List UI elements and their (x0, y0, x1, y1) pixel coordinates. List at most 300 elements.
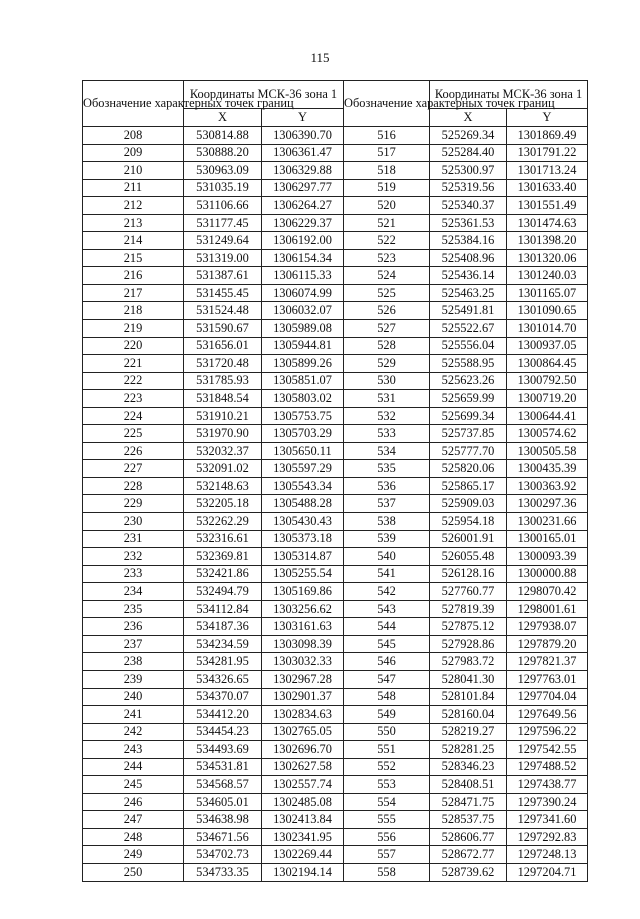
y-coordinate-left: 1305803.02 (262, 390, 344, 408)
y-coordinate-left: 1302485.08 (262, 793, 344, 811)
x-coordinate-left: 532421.86 (184, 565, 262, 583)
header-coords-title-text: Координаты МСК-36 зона 1 (189, 87, 338, 101)
x-coordinate-left: 534281.95 (184, 653, 262, 671)
point-number-right: 533 (344, 425, 430, 443)
x-coordinate-right: 527875.12 (430, 618, 507, 636)
point-number-right: 519 (344, 179, 430, 197)
x-coordinate-right: 525522.67 (430, 320, 507, 338)
point-number-right: 524 (344, 267, 430, 285)
point-number-left: 209 (83, 144, 184, 162)
y-coordinate-left: 1302696.70 (262, 741, 344, 759)
x-coordinate-left: 534112.84 (184, 600, 262, 618)
table-row (83, 846, 588, 864)
point-number-left: 249 (83, 846, 184, 864)
point-number-right: 536 (344, 477, 430, 495)
x-coordinate-right: 525300.97 (430, 162, 507, 180)
y-coordinate-right: 1300435.39 (507, 460, 588, 478)
y-coordinate-left: 1302901.37 (262, 688, 344, 706)
table-row (83, 863, 588, 881)
y-coordinate-left: 1306192.00 (262, 232, 344, 250)
x-coordinate-left: 531387.61 (184, 267, 262, 285)
x-coordinate-right: 527760.77 (430, 583, 507, 601)
point-number-right: 527 (344, 320, 430, 338)
point-number-right: 522 (344, 232, 430, 250)
table-row (83, 442, 588, 460)
table-row (83, 407, 588, 425)
x-coordinate-right: 525436.14 (430, 267, 507, 285)
y-coordinate-right: 1301014.70 (507, 320, 588, 338)
x-coordinate-left: 531720.48 (184, 355, 262, 373)
x-coordinate-left: 534702.73 (184, 846, 262, 864)
x-coordinate-left: 532262.29 (184, 513, 262, 531)
y-coordinate-left: 1305703.29 (262, 425, 344, 443)
table-row (83, 284, 588, 302)
x-coordinate-right: 525556.04 (430, 337, 507, 355)
y-coordinate-left: 1302194.14 (262, 863, 344, 881)
x-coordinate-left: 531455.45 (184, 284, 262, 302)
point-number-left: 215 (83, 249, 184, 267)
point-number-right: 553 (344, 776, 430, 794)
point-number-right: 552 (344, 758, 430, 776)
x-coordinate-right: 525588.95 (430, 355, 507, 373)
point-number-left: 246 (83, 793, 184, 811)
y-coordinate-left: 1302765.05 (262, 723, 344, 741)
point-number-right: 551 (344, 741, 430, 759)
point-number-left: 210 (83, 162, 184, 180)
y-coordinate-left: 1306074.99 (262, 284, 344, 302)
x-coordinate-left: 531656.01 (184, 337, 262, 355)
x-coordinate-right: 528408.51 (430, 776, 507, 794)
table-row (83, 214, 588, 232)
x-coordinate-left: 531524.48 (184, 302, 262, 320)
point-number-right: 544 (344, 618, 430, 636)
point-number-right: 523 (344, 249, 430, 267)
header-x-left: X (184, 109, 262, 127)
y-coordinate-left: 1302967.28 (262, 670, 344, 688)
x-coordinate-right: 527928.86 (430, 635, 507, 653)
y-coordinate-right: 1301474.63 (507, 214, 588, 232)
y-coordinate-right: 1300297.36 (507, 495, 588, 513)
x-coordinate-right: 526128.16 (430, 565, 507, 583)
x-coordinate-right: 527983.72 (430, 653, 507, 671)
x-coordinate-left: 530814.88 (184, 127, 262, 145)
point-number-left: 212 (83, 197, 184, 215)
y-coordinate-right: 1301090.65 (507, 302, 588, 320)
x-coordinate-right: 525737.85 (430, 425, 507, 443)
x-coordinate-right: 525623.26 (430, 372, 507, 390)
point-number-left: 235 (83, 600, 184, 618)
table-row (83, 513, 588, 531)
point-number-right: 558 (344, 863, 430, 881)
y-coordinate-left: 1302557.74 (262, 776, 344, 794)
page-number: 115 (310, 50, 330, 65)
x-coordinate-right: 525777.70 (430, 442, 507, 460)
point-number-left: 226 (83, 442, 184, 460)
point-number-left: 245 (83, 776, 184, 794)
header-coords-title-text: Координаты МСК-36 зона 1 (434, 87, 583, 101)
x-coordinate-left: 532091.02 (184, 460, 262, 478)
point-number-right: 520 (344, 197, 430, 215)
y-coordinate-right: 1301791.22 (507, 144, 588, 162)
table-row (83, 670, 588, 688)
point-number-right: 532 (344, 407, 430, 425)
x-coordinate-left: 531035.19 (184, 179, 262, 197)
y-coordinate-left: 1302341.95 (262, 828, 344, 846)
x-coordinate-left: 532032.37 (184, 442, 262, 460)
x-coordinate-right: 525340.37 (430, 197, 507, 215)
y-coordinate-left: 1306229.37 (262, 214, 344, 232)
y-coordinate-left: 1306264.27 (262, 197, 344, 215)
x-coordinate-right: 528041.30 (430, 670, 507, 688)
point-number-right: 555 (344, 811, 430, 829)
point-number-left: 231 (83, 530, 184, 548)
x-coordinate-right: 526001.91 (430, 530, 507, 548)
point-number-left: 219 (83, 320, 184, 338)
y-coordinate-left: 1305899.26 (262, 355, 344, 373)
y-coordinate-left: 1306297.77 (262, 179, 344, 197)
header-point-designation-text: Обозначение характерных точек границ (83, 96, 294, 110)
y-coordinate-left: 1303032.33 (262, 653, 344, 671)
y-coordinate-right: 1297821.37 (507, 653, 588, 671)
y-coordinate-right: 1297763.01 (507, 670, 588, 688)
y-coordinate-left: 1305373.18 (262, 530, 344, 548)
x-coordinate-right: 528471.75 (430, 793, 507, 811)
x-coordinate-left: 534671.56 (184, 828, 262, 846)
x-coordinate-left: 534234.59 (184, 635, 262, 653)
table-row (83, 179, 588, 197)
x-coordinate-right: 525361.53 (430, 214, 507, 232)
x-coordinate-left: 534605.01 (184, 793, 262, 811)
x-coordinate-right: 528160.04 (430, 706, 507, 724)
point-number-left: 242 (83, 723, 184, 741)
y-coordinate-right: 1297488.52 (507, 758, 588, 776)
x-coordinate-right: 528219.27 (430, 723, 507, 741)
table-row (83, 565, 588, 583)
x-coordinate-left: 531106.66 (184, 197, 262, 215)
y-coordinate-left: 1305650.11 (262, 442, 344, 460)
x-coordinate-right: 525269.34 (430, 127, 507, 145)
point-number-right: 554 (344, 793, 430, 811)
point-number-right: 548 (344, 688, 430, 706)
x-coordinate-right: 525284.40 (430, 144, 507, 162)
x-coordinate-right: 528101.84 (430, 688, 507, 706)
y-coordinate-left: 1305314.87 (262, 548, 344, 566)
y-coordinate-left: 1305169.86 (262, 583, 344, 601)
point-number-right: 528 (344, 337, 430, 355)
point-number-left: 229 (83, 495, 184, 513)
table-row (83, 249, 588, 267)
point-number-left: 211 (83, 179, 184, 197)
table-row (83, 162, 588, 180)
x-coordinate-right: 525384.16 (430, 232, 507, 250)
table-row (83, 530, 588, 548)
y-coordinate-right: 1300363.92 (507, 477, 588, 495)
coordinates-table-body (83, 127, 588, 882)
point-number-left: 227 (83, 460, 184, 478)
x-coordinate-left: 534187.36 (184, 618, 262, 636)
y-coordinate-left: 1306361.47 (262, 144, 344, 162)
y-coordinate-right: 1297390.24 (507, 793, 588, 811)
y-coordinate-left: 1305597.29 (262, 460, 344, 478)
point-number-right: 557 (344, 846, 430, 864)
table-row (83, 372, 588, 390)
point-number-left: 214 (83, 232, 184, 250)
header-y-left: Y (262, 109, 344, 127)
table-row (83, 355, 588, 373)
y-coordinate-left: 1305944.81 (262, 337, 344, 355)
y-coordinate-left: 1305753.75 (262, 407, 344, 425)
table-row (83, 197, 588, 215)
x-coordinate-left: 534638.98 (184, 811, 262, 829)
x-coordinate-right: 526055.48 (430, 548, 507, 566)
x-coordinate-left: 534493.69 (184, 741, 262, 759)
table-row (83, 302, 588, 320)
point-number-right: 547 (344, 670, 430, 688)
y-coordinate-right: 1301551.49 (507, 197, 588, 215)
point-number-left: 233 (83, 565, 184, 583)
y-coordinate-right: 1300505.58 (507, 442, 588, 460)
point-number-left: 224 (83, 407, 184, 425)
table-row (83, 776, 588, 794)
x-coordinate-left: 532494.79 (184, 583, 262, 601)
table-row (83, 495, 588, 513)
y-coordinate-left: 1306390.70 (262, 127, 344, 145)
table-row (83, 828, 588, 846)
y-coordinate-right: 1300937.05 (507, 337, 588, 355)
x-coordinate-right: 525659.99 (430, 390, 507, 408)
table-row (83, 793, 588, 811)
y-coordinate-left: 1306032.07 (262, 302, 344, 320)
y-coordinate-left: 1303256.62 (262, 600, 344, 618)
y-coordinate-right: 1300000.88 (507, 565, 588, 583)
x-coordinate-right: 525699.34 (430, 407, 507, 425)
x-coordinate-right: 528739.62 (430, 863, 507, 881)
table-row (83, 477, 588, 495)
x-coordinate-left: 532205.18 (184, 495, 262, 513)
point-number-left: 228 (83, 477, 184, 495)
table-row (83, 460, 588, 478)
table-row (83, 127, 588, 145)
y-coordinate-right: 1297204.71 (507, 863, 588, 881)
point-number-right: 546 (344, 653, 430, 671)
table-row (83, 337, 588, 355)
point-number-left: 217 (83, 284, 184, 302)
point-number-right: 549 (344, 706, 430, 724)
table-row (83, 425, 588, 443)
x-coordinate-right: 525909.03 (430, 495, 507, 513)
point-number-right: 517 (344, 144, 430, 162)
point-number-left: 208 (83, 127, 184, 145)
x-coordinate-right: 527819.39 (430, 600, 507, 618)
table-row (83, 811, 588, 829)
point-number-right: 531 (344, 390, 430, 408)
x-coordinate-right: 528281.25 (430, 741, 507, 759)
y-coordinate-left: 1306115.33 (262, 267, 344, 285)
y-coordinate-right: 1297649.56 (507, 706, 588, 724)
point-number-left: 239 (83, 670, 184, 688)
x-coordinate-left: 534568.57 (184, 776, 262, 794)
y-coordinate-left: 1302413.84 (262, 811, 344, 829)
x-coordinate-left: 531319.00 (184, 249, 262, 267)
y-coordinate-right: 1301398.20 (507, 232, 588, 250)
point-number-right: 535 (344, 460, 430, 478)
coordinates-table (82, 80, 588, 882)
point-number-left: 230 (83, 513, 184, 531)
table-row (83, 320, 588, 338)
y-coordinate-right: 1298001.61 (507, 600, 588, 618)
point-number-right: 539 (344, 530, 430, 548)
point-number-left: 232 (83, 548, 184, 566)
y-coordinate-right: 1297438.77 (507, 776, 588, 794)
point-number-right: 521 (344, 214, 430, 232)
x-coordinate-left: 530963.09 (184, 162, 262, 180)
header-point-designation-text: Обозначение характерных точек границ (344, 96, 555, 110)
y-coordinate-right: 1297292.83 (507, 828, 588, 846)
x-coordinate-left: 531590.67 (184, 320, 262, 338)
x-coordinate-left: 531970.90 (184, 425, 262, 443)
x-coordinate-right: 528346.23 (430, 758, 507, 776)
point-number-left: 248 (83, 828, 184, 846)
point-number-left: 234 (83, 583, 184, 601)
point-number-right: 538 (344, 513, 430, 531)
point-number-left: 218 (83, 302, 184, 320)
y-coordinate-left: 1305430.43 (262, 513, 344, 531)
y-coordinate-left: 1305488.28 (262, 495, 344, 513)
point-number-right: 518 (344, 162, 430, 180)
point-number-left: 221 (83, 355, 184, 373)
x-coordinate-right: 525463.25 (430, 284, 507, 302)
table-row (83, 144, 588, 162)
point-number-right: 534 (344, 442, 430, 460)
y-coordinate-right: 1300093.39 (507, 548, 588, 566)
table-row (83, 267, 588, 285)
point-number-right: 543 (344, 600, 430, 618)
y-coordinate-right: 1300792.50 (507, 372, 588, 390)
y-coordinate-right: 1301240.03 (507, 267, 588, 285)
x-coordinate-right: 528606.77 (430, 828, 507, 846)
x-coordinate-left: 531785.93 (184, 372, 262, 390)
point-number-left: 222 (83, 372, 184, 390)
x-coordinate-left: 532369.81 (184, 548, 262, 566)
point-number-left: 225 (83, 425, 184, 443)
table-row (83, 618, 588, 636)
y-coordinate-right: 1297542.55 (507, 741, 588, 759)
point-number-left: 237 (83, 635, 184, 653)
x-coordinate-left: 534454.23 (184, 723, 262, 741)
point-number-left: 247 (83, 811, 184, 829)
point-number-left: 238 (83, 653, 184, 671)
y-coordinate-left: 1305989.08 (262, 320, 344, 338)
table-row (83, 653, 588, 671)
x-coordinate-right: 528537.75 (430, 811, 507, 829)
point-number-right: 530 (344, 372, 430, 390)
y-coordinate-right: 1297596.22 (507, 723, 588, 741)
y-coordinate-right: 1298070.42 (507, 583, 588, 601)
y-coordinate-right: 1297248.13 (507, 846, 588, 864)
x-coordinate-right: 525865.17 (430, 477, 507, 495)
y-coordinate-right: 1301165.07 (507, 284, 588, 302)
point-number-right: 526 (344, 302, 430, 320)
point-number-left: 213 (83, 214, 184, 232)
x-coordinate-right: 525820.06 (430, 460, 507, 478)
point-number-right: 541 (344, 565, 430, 583)
y-coordinate-right: 1297341.60 (507, 811, 588, 829)
table-row (83, 232, 588, 250)
point-number-left: 243 (83, 741, 184, 759)
x-coordinate-left: 531177.45 (184, 214, 262, 232)
point-number-left: 240 (83, 688, 184, 706)
x-coordinate-right: 525954.18 (430, 513, 507, 531)
y-coordinate-left: 1302627.58 (262, 758, 344, 776)
y-coordinate-left: 1303161.63 (262, 618, 344, 636)
header-y-right: Y (507, 109, 588, 127)
x-coordinate-right: 528672.77 (430, 846, 507, 864)
x-coordinate-right: 525491.81 (430, 302, 507, 320)
x-coordinate-left: 531249.64 (184, 232, 262, 250)
point-number-right: 516 (344, 127, 430, 145)
y-coordinate-right: 1300644.41 (507, 407, 588, 425)
y-coordinate-right: 1301320.06 (507, 249, 588, 267)
point-number-left: 241 (83, 706, 184, 724)
point-number-right: 540 (344, 548, 430, 566)
point-number-left: 250 (83, 863, 184, 881)
point-number-right: 529 (344, 355, 430, 373)
table-row (83, 758, 588, 776)
point-number-right: 556 (344, 828, 430, 846)
x-coordinate-left: 534531.81 (184, 758, 262, 776)
y-coordinate-right: 1301713.24 (507, 162, 588, 180)
y-coordinate-left: 1306154.34 (262, 249, 344, 267)
table-row (83, 548, 588, 566)
x-coordinate-right: 525408.96 (430, 249, 507, 267)
y-coordinate-right: 1297938.07 (507, 618, 588, 636)
y-coordinate-left: 1305255.54 (262, 565, 344, 583)
point-number-right: 545 (344, 635, 430, 653)
y-coordinate-right: 1300864.45 (507, 355, 588, 373)
x-coordinate-left: 532316.61 (184, 530, 262, 548)
table-row (83, 723, 588, 741)
y-coordinate-right: 1297704.04 (507, 688, 588, 706)
x-coordinate-left: 534733.35 (184, 863, 262, 881)
table-row (83, 390, 588, 408)
x-coordinate-left: 531848.54 (184, 390, 262, 408)
y-coordinate-left: 1303098.39 (262, 635, 344, 653)
x-coordinate-left: 530888.20 (184, 144, 262, 162)
x-coordinate-left: 534370.07 (184, 688, 262, 706)
y-coordinate-left: 1306329.88 (262, 162, 344, 180)
y-coordinate-left: 1305851.07 (262, 372, 344, 390)
point-number-right: 542 (344, 583, 430, 601)
point-number-right: 525 (344, 284, 430, 302)
point-number-left: 236 (83, 618, 184, 636)
x-coordinate-left: 532148.63 (184, 477, 262, 495)
table-row (83, 583, 588, 601)
point-number-right: 537 (344, 495, 430, 513)
header-x-right: X (430, 109, 507, 127)
table-row (83, 635, 588, 653)
point-number-left: 216 (83, 267, 184, 285)
y-coordinate-right: 1301869.49 (507, 127, 588, 145)
x-coordinate-left: 534326.65 (184, 670, 262, 688)
table-row (83, 706, 588, 724)
table-row (83, 741, 588, 759)
x-coordinate-right: 525319.56 (430, 179, 507, 197)
y-coordinate-right: 1301633.40 (507, 179, 588, 197)
x-coordinate-left: 534412.20 (184, 706, 262, 724)
point-number-left: 220 (83, 337, 184, 355)
y-coordinate-right: 1300231.66 (507, 513, 588, 531)
point-number-right: 550 (344, 723, 430, 741)
